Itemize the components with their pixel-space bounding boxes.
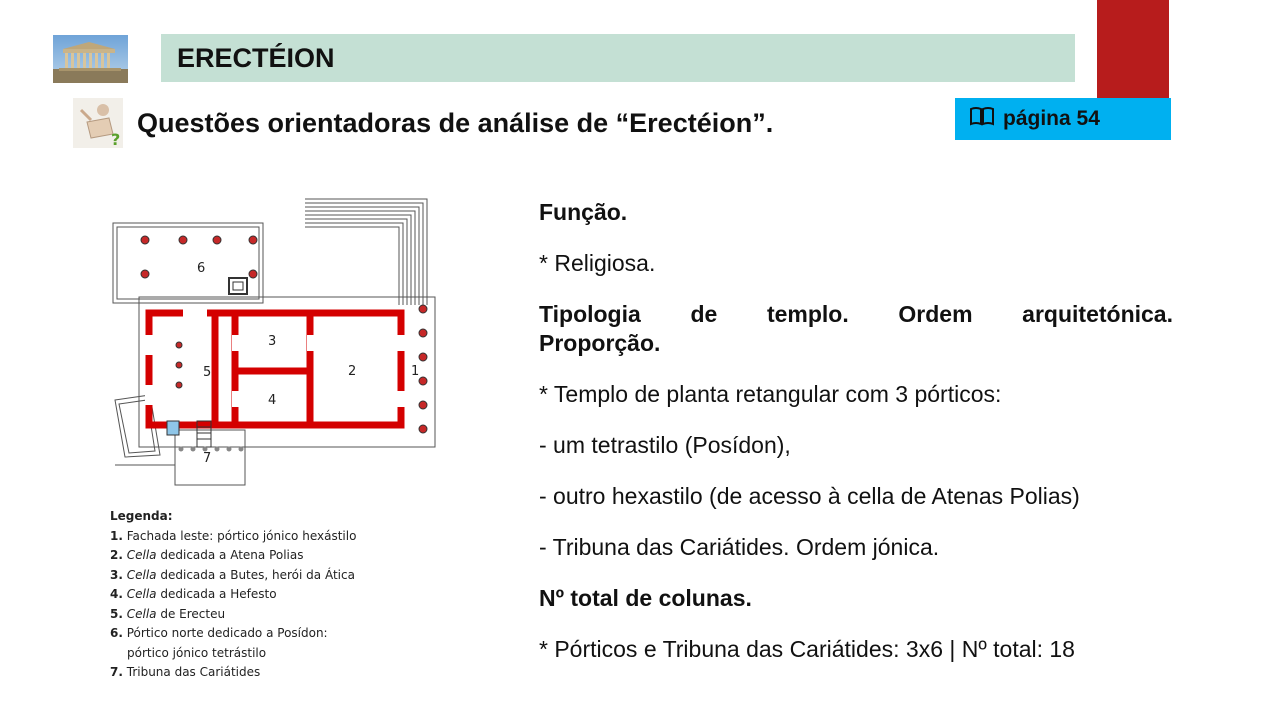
funcao-heading: Função. [539, 199, 628, 225]
plan-legend [110, 507, 440, 683]
parthenon-photo-icon [53, 35, 128, 83]
page-reference-badge [955, 98, 1171, 140]
legend-item: 5. Cella de Erecteu [110, 606, 226, 621]
plan-label-3: 3 [268, 334, 277, 349]
svg-text:?: ? [111, 130, 121, 148]
tipologia-text: * Templo de planta retangular com 3 pórticos: [539, 381, 1002, 407]
legend-item: 3. Cella dedicada a Butes, herói da Ática [110, 567, 355, 582]
legend-item: 1. Fachada leste: pórtico jónico hexástilo [110, 528, 357, 543]
page-title: ERECTÉION [161, 34, 1075, 82]
accent-strip [1097, 0, 1169, 100]
plan-label-1: 1 [411, 364, 420, 379]
portico-item-3: - Tribuna das Cariátides. Ordem jónica. [539, 534, 940, 560]
legend-item: 7. Tribuna das Cariátides [110, 665, 261, 679]
section-subtitle: Questões orientadoras de análise de “Erectéion”. [137, 108, 774, 138]
plan-label-2: 2 [348, 364, 357, 379]
colunas-text: * Pórticos e Tribuna das Cariátides: 3x6 | Nº total: 18 [539, 636, 1075, 662]
colunas-heading: Nº total de colunas. [539, 585, 752, 611]
portico-item-1: - um tetrastilo (Posídon), [539, 432, 791, 458]
plan-label-5: 5 [203, 365, 212, 380]
tipologia-heading: Tipologia de templo. Ordem arquitetónica. Proporção. [539, 301, 1173, 356]
plan-label-6: 6 [197, 261, 206, 276]
page-reference-label: página 54 [1003, 107, 1100, 130]
plan-label-4: 4 [268, 393, 277, 408]
erechtheion-floor-plan [105, 185, 445, 495]
legend-title: Legenda: [110, 509, 173, 523]
legend-item: 6. Pórtico norte dedicado a Posídon: [110, 626, 328, 640]
plan-label-7: 7 [203, 451, 212, 466]
portico-item-2: - outro hexastilo (de acesso à cella de Atenas Polias) [539, 483, 1080, 509]
book-icon [969, 106, 995, 132]
analysis-content [539, 198, 1173, 686]
legend-item: pórtico jónico tetrástilo [127, 645, 267, 660]
legend-item: 4. Cella dedicada a Hefesto [110, 587, 277, 601]
funcao-text: * Religiosa. [539, 250, 656, 276]
question-figure-icon [73, 98, 123, 148]
legend-item: 2. Cella dedicada a Atena Polias [110, 548, 304, 562]
